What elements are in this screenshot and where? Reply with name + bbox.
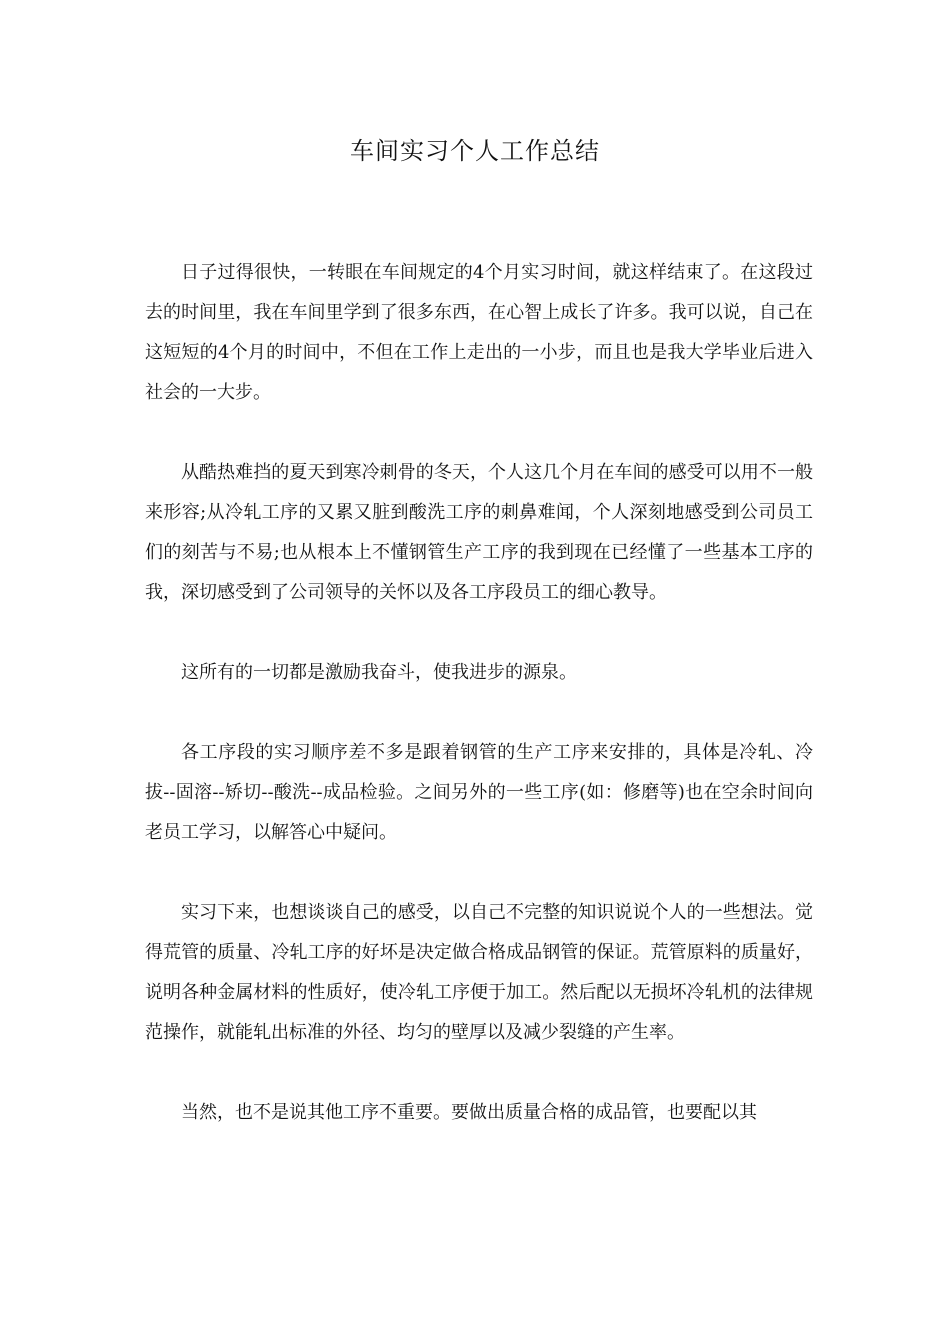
paragraph: 这所有的一切都是激励我奋斗，使我进步的源泉。	[181, 662, 577, 683]
paragraph: 各工序段的实习顺序差不多是跟着钢管的生产工序来安排的，具体是冷轧、冷拔--固溶--矫切--酸洗--成品检验。之间另外的一些工序(如：修磨等)也在空余时间向老员工学习，以解答心中疑问。	[145, 742, 813, 843]
paragraph: 日子过得很快，一转眼在车间规定的4个月实习时间，就这样结束了。在这段过去的时间里，我在车间里学到了很多东西，在心智上成长了许多。我可以说，自己在这短短的4个月的时间中，不但在工作上走出的一小步，而且也是我大学毕业后进入社会的一大步。	[145, 262, 813, 403]
document-body	[145, 253, 813, 1173]
paragraph: 实习下来，也想谈谈自己的感受，以自己不完整的知识说说个人的一些想法。觉得荒管的质量、冷轧工序的好坏是决定做合格成品钢管的保证。荒管原料的质量好，说明各种金属材料的性质好，使冷轧工序便于加工。然后配以无损坏冷轧机的法律规范操作，就能轧出标准的外径、均匀的壁厚以及减少裂缝的产生率。	[145, 902, 813, 1043]
paragraph: 当然，也不是说其他工序不重要。要做出质量合格的成品管，也要配以其	[181, 1102, 757, 1123]
paragraph: 从酷热难挡的夏天到寒冷刺骨的冬天，个人这几个月在车间的感受可以用不一般来形容;从冷轧工序的又累又脏到酸洗工序的刺鼻难闻，个人深刻地感受到公司员工们的刻苦与不易;也从根本上不懂钢管生产工序的我到现在已经懂了一些基本工序的我，深切感受到了公司领导的关怀以及各工序段员工的细心教导。	[145, 462, 813, 603]
document-title: 车间实习个人工作总结	[350, 137, 600, 165]
